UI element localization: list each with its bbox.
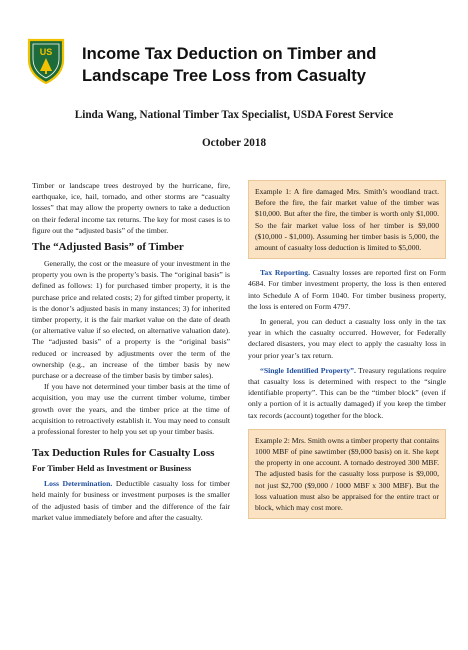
example-1-text: Example 1: A fire damaged Mrs. Smith’s woodland tract. Before the fire, the fair market value of the timber was $10,000. But after the fire, the timber is worth only $1,000. So the fair market value loss of her timber is $9,000 ($10,000 - $1,000). Assuming her timber basis is 5,000, the amount of casualty loss deduction is limited to $5,000. — [255, 187, 439, 253]
tax-reporting-paragraph — [248, 267, 446, 312]
single-property-text: Treasury regulations require that casualty loss is determined with respect to the “single identifiable property”. This can be the “timber block” (even if only a portion of it is actually damaged) if you keep the timber tax records (account) together for the block. — [248, 365, 446, 420]
loss-determination-text: Deductible casualty loss for timber held mainly for business or investment purposes is the smaller of the adjusted basis of timber and the difference of the fair market value immediately before and after the casualty. — [32, 479, 230, 522]
basis-paragraph-2: If you have not determined your timber basis at the time of acquisition, you may use the current timber volume, timber growth over the years, and the timber price at the time of acquisition to retroactively establish it. You may need to consult a professional forester to help you set up your timber basis. — [32, 382, 230, 437]
single-property-label: “Single Identified Property”. — [260, 365, 356, 375]
page-title: Income Tax Deduction on Timber and Landscape Tree Loss from Casualty — [82, 44, 377, 85]
author-line: Linda Wang, National Timber Tax Specialist, USDA Forest Service — [74, 109, 394, 121]
subheading-investment-business: For Timber Held as Investment or Business — [32, 463, 192, 474]
tax-reporting-label: Tax Reporting. — [260, 268, 311, 278]
publication-date: October 2018 — [201, 137, 267, 149]
usda-forest-service-shield-logo — [26, 38, 66, 84]
loss-determination-label: Loss Determination. — [44, 479, 113, 489]
single-property-paragraph — [248, 365, 446, 421]
example-2-text: Example 2: Mrs. Smith owns a timber property that contains 1000 MBF of pine sawtimber ($9,000 basis) on it. She kept the property in one account. A tornado destroyed 300 MBF. The adjusted basis for the casualty loss purpose is $9,000, not just $2,700 ($9,000 / 1000 MBF x 300 MBF). But the loss valuation must also be appraised for the entire tract or block, which may cost more. — [255, 435, 439, 513]
loss-determination-paragraph — [32, 478, 230, 523]
right-column — [248, 180, 446, 519]
basis-paragraph-1: Generally, the cost or the measure of your investment in the property you own is the property’s basis. The “original basis” is defined as follows: 1) for purchased timber property, it is the purchase price and related costs; 2) for gifted timber property, it is the donor’s adjusted basis in many instances; 3) for inherited timber property, it is the fair market value on the date of death (or alternative value if so elected, on alternative valuation date). The “adjusted basis” of a property is the “original basis” reduced or increased by adjustments over the term of the ownership (e.g., an increase of the timber basis by new purchase or a decrease of the timber basis by timber sales). — [32, 259, 230, 381]
left-column — [32, 180, 230, 523]
tax-reporting-text: Casualty losses are reported first on Form 4684. For timber investment property, the loss is then entered into Schedule A of Form 1040. For timber business property, the loss is entered on Form 4797. — [248, 268, 447, 311]
example-2-box — [248, 429, 446, 519]
section-heading-adjusted-basis: The “Adjusted Basis” of Timber — [32, 241, 184, 254]
intro-paragraph: Timber or landscape trees destroyed by the hurricane, fire, earthquake, ice, hail, tornado, and other storms are “casualty losses” that may allow the property owners to take a deduction on their federal income tax returns. The key for most cases is to figure out the “adjusted basis” of the timber. — [32, 181, 230, 235]
section-heading-deduction-rules: Tax Deduction Rules for Casualty Loss — [32, 447, 215, 460]
example-1-box — [248, 180, 446, 259]
logo-letters: US — [39, 47, 53, 57]
general-deduction-paragraph: In general, you can deduct a casualty loss only in the tax year in which the casualty occurred. However, for Federally declared disasters, you may elect to apply the casualty loss in your prior year’s tax return. — [248, 317, 446, 360]
